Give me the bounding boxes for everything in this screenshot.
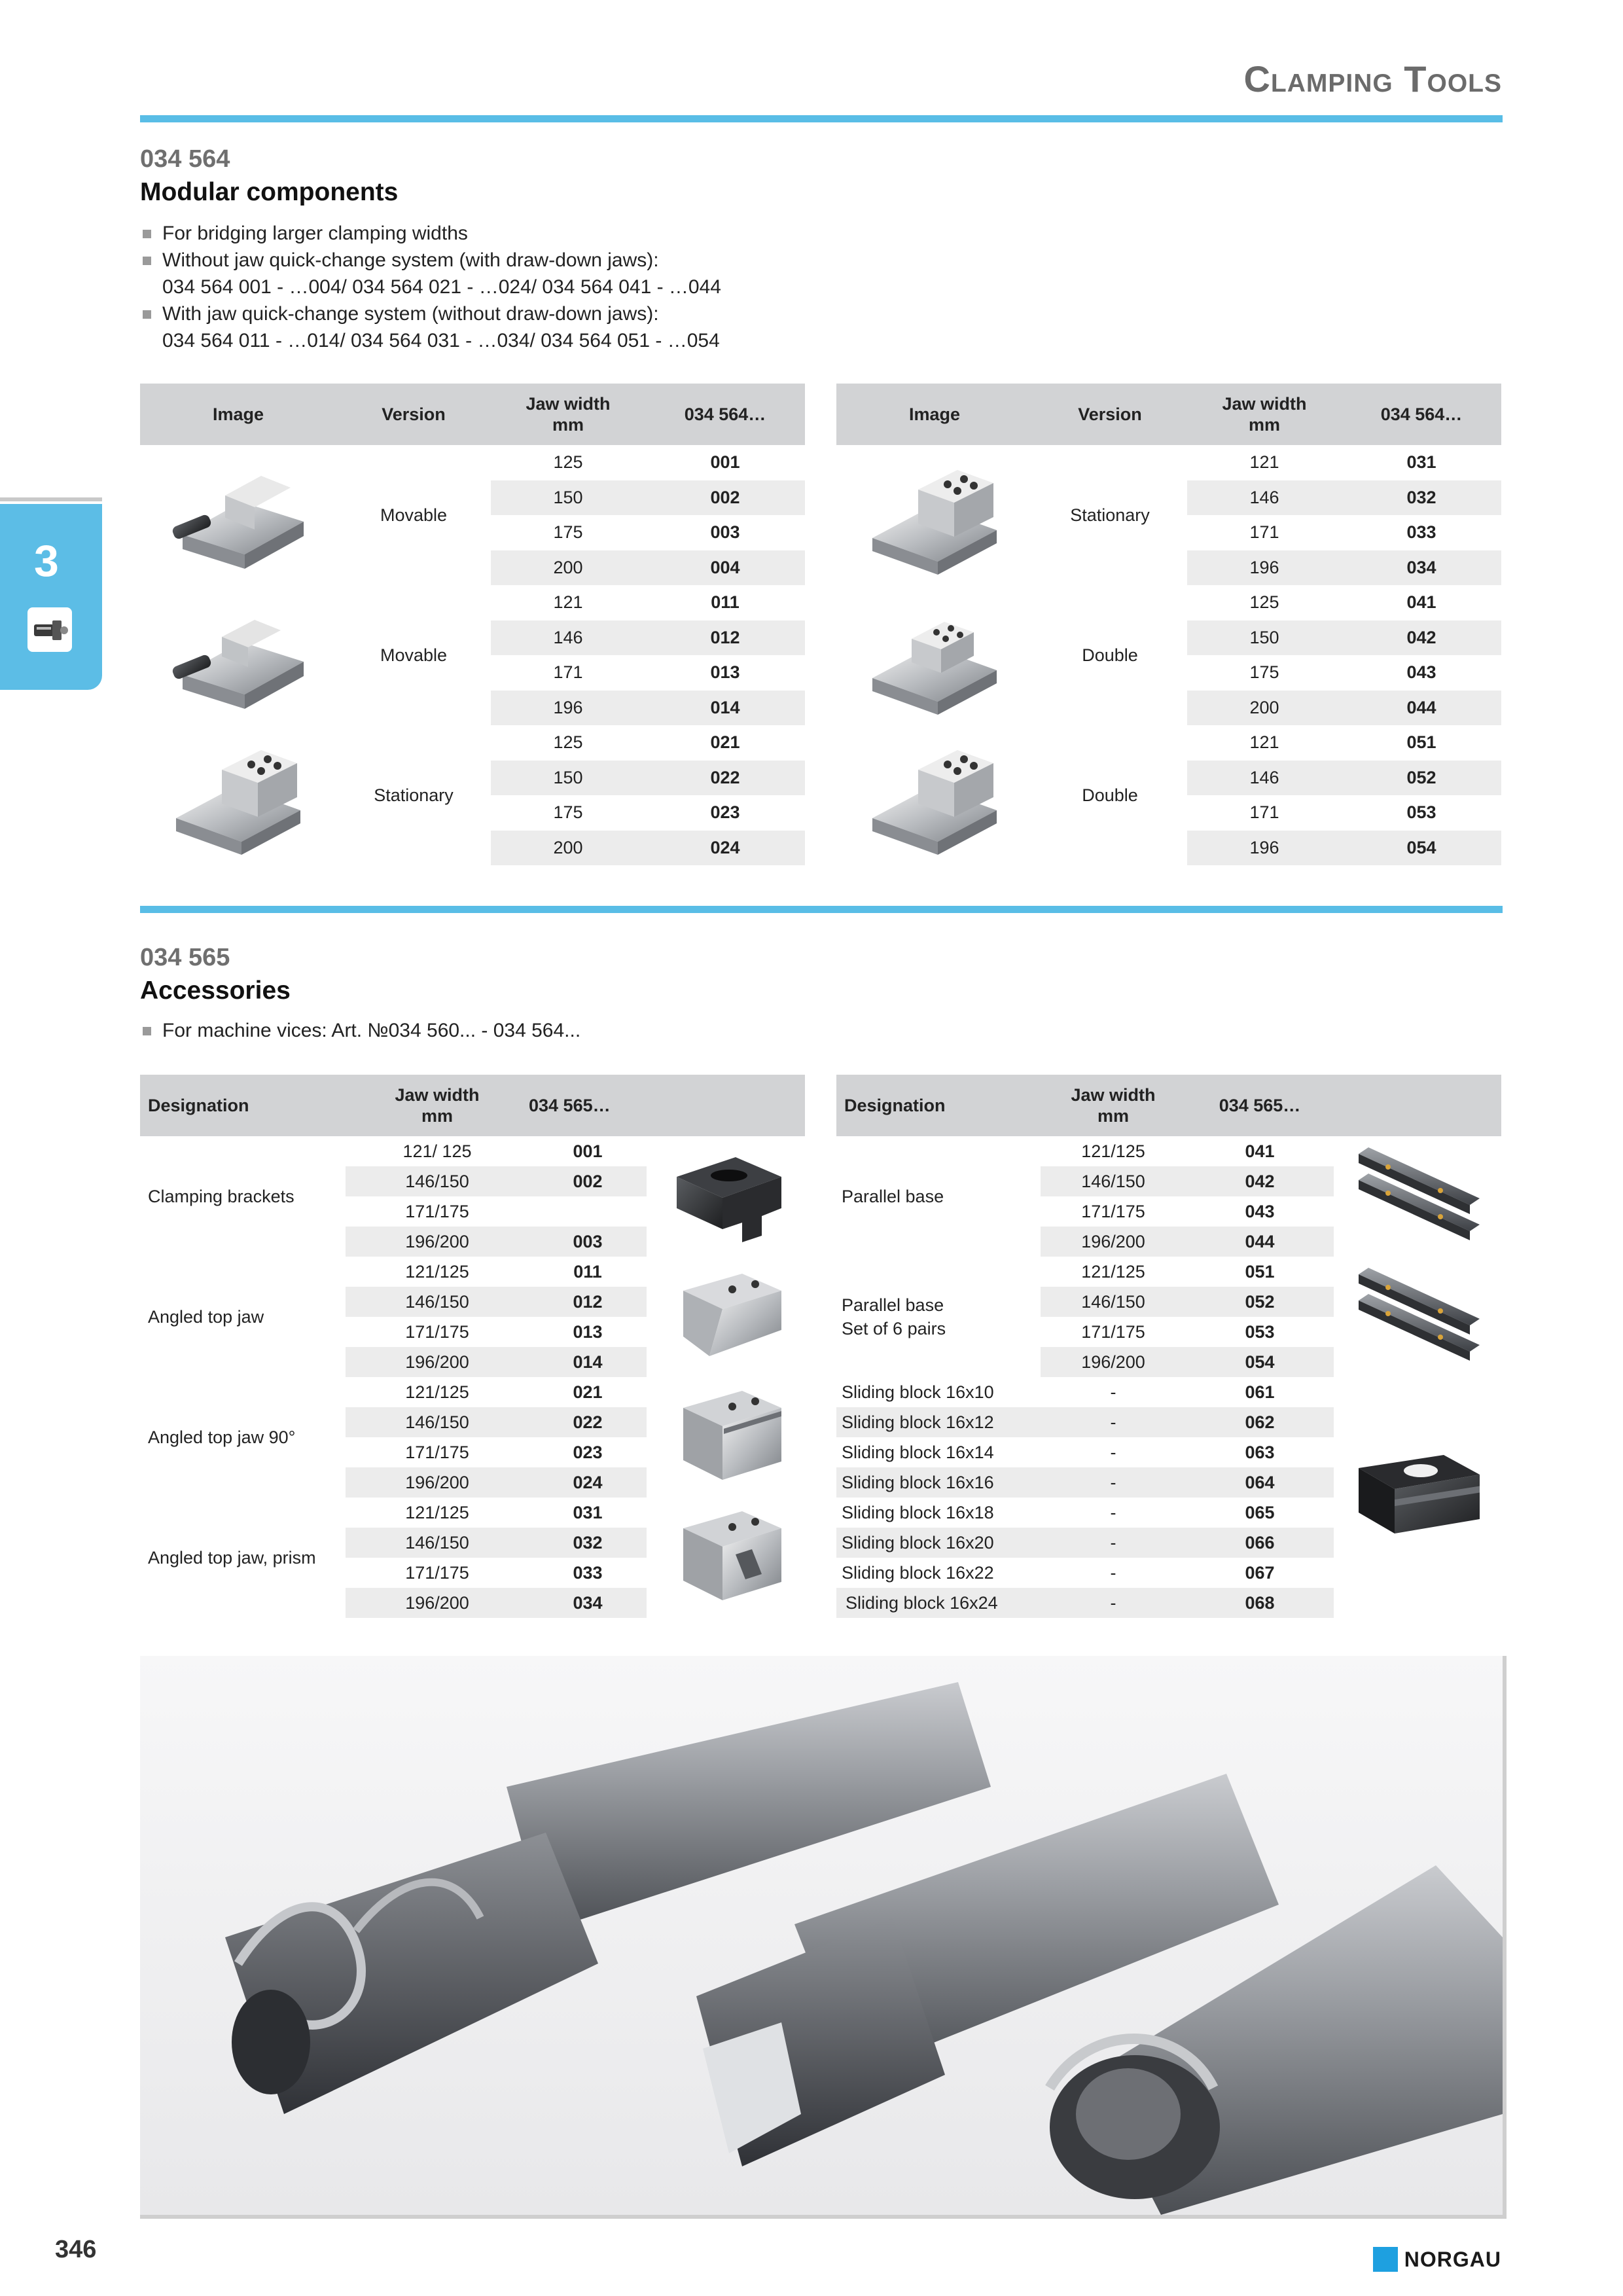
code-cell: 002 bbox=[529, 1166, 647, 1196]
jaw-width-cell: 171/175 bbox=[405, 1442, 469, 1462]
code-cell: 053 bbox=[1245, 1321, 1275, 1342]
clamping-bracket-image bbox=[647, 1136, 805, 1257]
col-header-code: 034 565… bbox=[529, 1075, 647, 1136]
jaw-width-cell: - bbox=[1110, 1502, 1116, 1522]
code-cell: 031 bbox=[1406, 452, 1436, 473]
jaw-width-cell: 196/200 bbox=[1041, 1347, 1186, 1377]
code-cell: 042 bbox=[1342, 620, 1501, 656]
stationary-vice-image bbox=[140, 725, 336, 865]
end-mills-photo bbox=[140, 1656, 1507, 2219]
double-vice-image bbox=[836, 725, 1033, 865]
col-header-image: Image bbox=[836, 384, 1033, 445]
code-cell: 033 bbox=[573, 1562, 603, 1583]
jaw-width-cell: 171/175 bbox=[1081, 1201, 1145, 1221]
jaw-width-cell: 125 bbox=[1249, 592, 1279, 613]
designation-cell: Angled top jaw 90° bbox=[148, 1427, 296, 1447]
jaw-width-cell: 121/125 bbox=[405, 1502, 469, 1522]
col-header-blank bbox=[647, 1075, 805, 1136]
code-cell: 061 bbox=[1245, 1382, 1275, 1402]
code-cell: 051 bbox=[1406, 732, 1436, 753]
logo-square-icon bbox=[1373, 2247, 1398, 2272]
bullet-item: For machine vices: Art. №034 560... - 034 564... bbox=[140, 1017, 925, 1044]
bullet-continuation: 034 564 011 - …014/ 034 564 031 - …034/ 034 564 051 - …054 bbox=[162, 330, 720, 351]
jaw-width-cell: - bbox=[1041, 1588, 1186, 1618]
code-cell: 001 bbox=[710, 452, 740, 473]
chapter-number: 3 bbox=[34, 536, 59, 586]
code-cell: 066 bbox=[1186, 1528, 1334, 1558]
norgau-logo bbox=[1373, 2246, 1501, 2272]
jaw-width-cell: 125 bbox=[553, 452, 583, 473]
jaw-width-cell: 121 bbox=[553, 592, 583, 613]
chapter-tab-divider bbox=[0, 497, 102, 501]
chapter-tab[interactable] bbox=[0, 504, 102, 690]
code-cell: 068 bbox=[1186, 1588, 1334, 1618]
chapter-clamp-icon bbox=[27, 607, 72, 652]
col-header-jaw-width: Jaw width mm bbox=[491, 384, 645, 445]
modular-table-right bbox=[836, 384, 1501, 865]
code-cell: 003 bbox=[710, 522, 740, 543]
modular-table-left bbox=[140, 384, 805, 865]
section2-code: 034 565 bbox=[140, 944, 230, 971]
page-header-title: Clamping Tools bbox=[1243, 58, 1502, 99]
jaw-width-cell: - bbox=[1110, 1442, 1116, 1462]
jaw-width-cell: 146/150 bbox=[1041, 1166, 1186, 1196]
code-cell: 054 bbox=[1186, 1347, 1334, 1377]
col-header-code: 034 564… bbox=[645, 384, 805, 445]
accessories-table-right bbox=[836, 1075, 1501, 1618]
code-cell: 021 bbox=[710, 732, 740, 753]
jaw-width-cell: 196/200 bbox=[346, 1227, 529, 1257]
jaw-width-cell: 150 bbox=[491, 761, 645, 796]
jaw-width-cell: 171/175 bbox=[1081, 1321, 1145, 1342]
jaw-width-cell: - bbox=[1110, 1382, 1116, 1402]
code-cell: 031 bbox=[573, 1502, 603, 1522]
code-cell: 043 bbox=[1245, 1201, 1275, 1221]
jaw-width-cell: 150 bbox=[1187, 620, 1342, 656]
designation-cell: Sliding block 16x12 bbox=[836, 1407, 1041, 1437]
code-cell: 063 bbox=[1245, 1442, 1275, 1462]
code-cell: 044 bbox=[1186, 1227, 1334, 1257]
designation-cell: Sliding block 16x14 bbox=[842, 1442, 994, 1462]
col-header-version: Version bbox=[1033, 384, 1187, 445]
jaw-width-cell: 196/200 bbox=[346, 1347, 529, 1377]
designation-cell: Clamping brackets bbox=[148, 1186, 294, 1206]
code-cell: 044 bbox=[1342, 691, 1501, 726]
section-rule bbox=[140, 906, 1503, 913]
jaw-width-cell: 200 bbox=[491, 831, 645, 866]
designation-cell: Parallel base bbox=[842, 1186, 944, 1206]
jaw-width-cell: 196/200 bbox=[346, 1467, 529, 1498]
bullet-item: Without jaw quick-change system (with draw-down jaws): bbox=[140, 247, 925, 274]
jaw-width-cell: 196/200 bbox=[1041, 1227, 1186, 1257]
code-cell: 041 bbox=[1245, 1141, 1275, 1161]
section1-title: Modular components bbox=[140, 178, 399, 206]
code-cell: 053 bbox=[1406, 802, 1436, 823]
version-cell: Double bbox=[1082, 785, 1138, 805]
version-cell: Double bbox=[1082, 645, 1138, 665]
jaw-width-cell: 121 bbox=[1249, 452, 1279, 473]
col-header-jaw-width: Jaw width mm bbox=[1041, 1075, 1186, 1136]
jaw-width-cell: 175 bbox=[553, 522, 583, 543]
designation-cell: Parallel base Set of 6 pairs bbox=[842, 1295, 946, 1338]
code-cell: 024 bbox=[529, 1467, 647, 1498]
col-header-code: 034 565… bbox=[1186, 1075, 1334, 1136]
version-cell: Movable bbox=[380, 505, 448, 525]
designation-cell: Sliding block 16x16 bbox=[836, 1467, 1041, 1498]
section2-bullets bbox=[140, 1017, 925, 1044]
jaw-width-cell: 121/ 125 bbox=[402, 1141, 472, 1161]
parallel-base-image bbox=[1334, 1136, 1501, 1257]
code-cell: 043 bbox=[1406, 662, 1436, 683]
double-vice-image bbox=[836, 585, 1033, 725]
version-cell: Stationary bbox=[374, 785, 454, 805]
header-rule bbox=[140, 115, 1503, 122]
jaw-width-cell: 196 bbox=[491, 691, 645, 726]
code-cell: 012 bbox=[645, 620, 805, 656]
version-cell: Movable bbox=[380, 645, 448, 665]
jaw-width-cell: 171 bbox=[553, 662, 583, 683]
code-cell: 014 bbox=[645, 691, 805, 726]
movable-vice-image bbox=[140, 445, 336, 585]
code-cell: 023 bbox=[710, 802, 740, 823]
code-cell: 042 bbox=[1186, 1166, 1334, 1196]
jaw-width-cell: 150 bbox=[491, 480, 645, 516]
code-cell: 004 bbox=[645, 550, 805, 586]
logo-text: NORGAU bbox=[1404, 2247, 1501, 2271]
code-cell: 065 bbox=[1245, 1502, 1275, 1522]
code-cell: 003 bbox=[529, 1227, 647, 1257]
angled-top-jaw-image bbox=[647, 1257, 805, 1377]
jaw-width-cell: 146 bbox=[1187, 761, 1342, 796]
jaw-width-cell: 200 bbox=[1187, 691, 1342, 726]
jaw-width-cell: 171/175 bbox=[405, 1201, 469, 1221]
code-cell: 052 bbox=[1186, 1287, 1334, 1317]
code-cell: 002 bbox=[645, 480, 805, 516]
jaw-width-cell: 196 bbox=[1187, 831, 1342, 866]
jaw-width-cell: - bbox=[1041, 1467, 1186, 1498]
code-cell: 041 bbox=[1406, 592, 1436, 613]
jaw-width-cell: 171 bbox=[1249, 802, 1279, 823]
jaw-width-cell: 171/175 bbox=[405, 1562, 469, 1583]
code-cell: 034 bbox=[529, 1588, 647, 1618]
jaw-width-cell: 121/125 bbox=[405, 1382, 469, 1402]
movable-vice-image bbox=[140, 585, 336, 725]
code-cell: 011 bbox=[711, 592, 740, 613]
jaw-width-cell: 175 bbox=[1249, 662, 1279, 683]
bullet-item: For bridging larger clamping widths bbox=[140, 220, 925, 247]
jaw-width-cell: 146/150 bbox=[346, 1287, 529, 1317]
jaw-width-cell: - bbox=[1110, 1562, 1116, 1583]
bullet-item: With jaw quick-change system (without draw-down jaws): bbox=[140, 300, 925, 327]
col-header-code: 034 564… bbox=[1342, 384, 1501, 445]
code-cell: 051 bbox=[1245, 1261, 1275, 1282]
code-cell: 064 bbox=[1186, 1467, 1334, 1498]
stationary-vice-image bbox=[836, 445, 1033, 585]
angled-top-jaw-90-image bbox=[647, 1377, 805, 1498]
col-header-version: Version bbox=[336, 384, 491, 445]
col-header-jaw-width: Jaw width mm bbox=[1187, 384, 1342, 445]
code-cell: 011 bbox=[573, 1261, 602, 1282]
code-cell: 024 bbox=[645, 831, 805, 866]
code-cell: 052 bbox=[1342, 761, 1501, 796]
version-cell: Stationary bbox=[1070, 505, 1150, 525]
jaw-width-cell: 146/150 bbox=[346, 1166, 529, 1196]
jaw-width-cell: 121/125 bbox=[405, 1261, 469, 1282]
code-cell: 032 bbox=[1342, 480, 1501, 516]
parallel-base-set-image bbox=[1334, 1257, 1501, 1377]
section1-bullets bbox=[140, 220, 925, 354]
code-cell: 062 bbox=[1186, 1407, 1334, 1437]
code-cell: 023 bbox=[573, 1442, 603, 1462]
accessories-table-left bbox=[140, 1075, 805, 1618]
designation-cell: Angled top jaw, prism bbox=[148, 1547, 316, 1568]
jaw-width-cell: - bbox=[1041, 1528, 1186, 1558]
code-cell: 021 bbox=[573, 1382, 603, 1402]
col-header-image: Image bbox=[140, 384, 336, 445]
designation-cell: Sliding block 16x22 bbox=[842, 1562, 994, 1583]
jaw-width-cell: 146 bbox=[491, 620, 645, 656]
designation-cell: Angled top jaw bbox=[148, 1306, 264, 1327]
angled-top-jaw-prism-image bbox=[647, 1498, 805, 1618]
code-cell: 034 bbox=[1342, 550, 1501, 586]
page-number: 346 bbox=[55, 2236, 97, 2263]
designation-cell: Sliding block 16x10 bbox=[842, 1382, 994, 1402]
section2-title: Accessories bbox=[140, 977, 291, 1005]
designation-cell: Sliding block 16x20 bbox=[836, 1528, 1041, 1558]
jaw-width-cell: 146/150 bbox=[346, 1407, 529, 1437]
section1-code: 034 564 bbox=[140, 145, 230, 173]
code-cell: 001 bbox=[573, 1141, 603, 1161]
code-cell bbox=[529, 1196, 647, 1227]
jaw-width-cell: 196/200 bbox=[346, 1588, 529, 1618]
code-cell: 067 bbox=[1245, 1562, 1275, 1583]
code-cell: 014 bbox=[529, 1347, 647, 1377]
code-cell: 012 bbox=[529, 1287, 647, 1317]
designation-cell: Sliding block 16x18 bbox=[842, 1502, 994, 1522]
jaw-width-cell: 146 bbox=[1187, 480, 1342, 516]
col-header-designation: Designation bbox=[836, 1075, 1041, 1136]
jaw-width-cell: 125 bbox=[553, 732, 583, 753]
jaw-width-cell: 121/125 bbox=[1081, 1141, 1145, 1161]
code-cell: 013 bbox=[710, 662, 740, 683]
code-cell: 022 bbox=[645, 761, 805, 796]
code-cell: 013 bbox=[573, 1321, 603, 1342]
code-cell: 022 bbox=[529, 1407, 647, 1437]
jaw-width-cell: 196 bbox=[1187, 550, 1342, 586]
jaw-width-cell: 146/150 bbox=[1041, 1287, 1186, 1317]
bullet-continuation: 034 564 001 - …004/ 034 564 021 - …024/ 034 564 041 - …044 bbox=[162, 276, 721, 298]
designation-cell: Sliding block 16x24 bbox=[836, 1588, 1041, 1618]
jaw-width-cell: 121 bbox=[1249, 732, 1279, 753]
col-header-jaw-width: Jaw width mm bbox=[346, 1075, 529, 1136]
jaw-width-cell: 121/125 bbox=[1081, 1261, 1145, 1282]
jaw-width-cell: 200 bbox=[491, 550, 645, 586]
jaw-width-cell: - bbox=[1041, 1407, 1186, 1437]
code-cell: 033 bbox=[1406, 522, 1436, 543]
jaw-width-cell: 171 bbox=[1249, 522, 1279, 543]
jaw-width-cell: 146/150 bbox=[346, 1528, 529, 1558]
col-header-blank bbox=[1334, 1075, 1501, 1136]
col-header-designation: Designation bbox=[140, 1075, 346, 1136]
code-cell: 032 bbox=[529, 1528, 647, 1558]
code-cell: 054 bbox=[1342, 831, 1501, 866]
jaw-width-cell: 171/175 bbox=[405, 1321, 469, 1342]
sliding-block-image bbox=[1334, 1377, 1501, 1618]
jaw-width-cell: 175 bbox=[553, 802, 583, 823]
